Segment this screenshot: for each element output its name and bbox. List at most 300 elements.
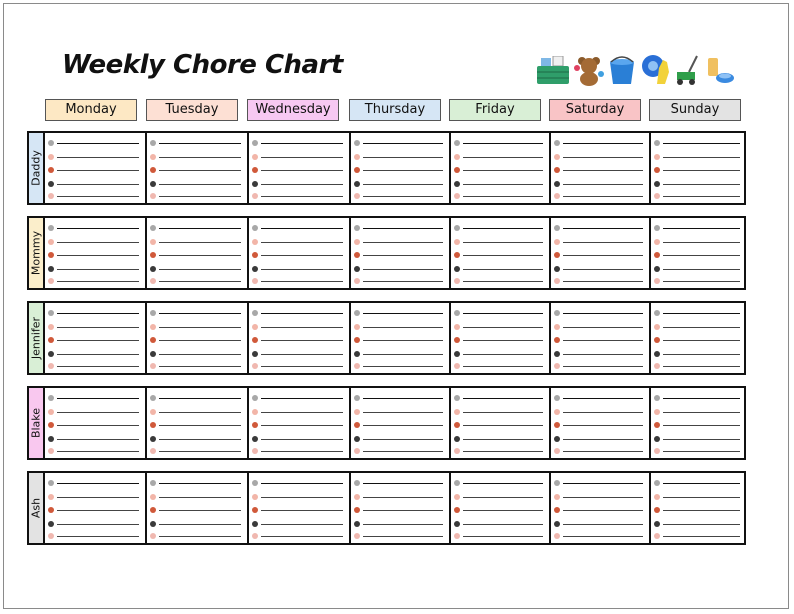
bullet-dot — [48, 310, 54, 316]
bullet-dot — [150, 480, 156, 486]
bullet-dot — [654, 448, 660, 454]
chore-write-line[interactable] — [261, 340, 343, 341]
chore-write-line[interactable] — [663, 313, 740, 314]
bullet-dot — [354, 140, 360, 146]
chore-write-line[interactable] — [663, 281, 740, 282]
bullet-dot — [354, 252, 360, 258]
bullet-dot — [252, 278, 258, 284]
chore-write-line[interactable] — [261, 536, 343, 537]
person-name: Daddy — [29, 150, 43, 186]
chore-write-line[interactable] — [463, 170, 543, 171]
chore-write-line[interactable] — [663, 536, 740, 537]
chore-write-line[interactable] — [463, 536, 543, 537]
chore-write-line[interactable] — [57, 510, 139, 511]
bullet-dot — [554, 252, 560, 258]
bullet-dot — [554, 154, 560, 160]
chore-write-line[interactable] — [463, 143, 543, 144]
chore-write-line[interactable] — [563, 269, 643, 270]
bullet-dot — [554, 140, 560, 146]
chore-write-line[interactable] — [261, 483, 343, 484]
bullet-dot — [454, 154, 460, 160]
chore-write-line[interactable] — [363, 281, 443, 282]
chore-write-line[interactable] — [159, 184, 241, 185]
chore-write-line[interactable] — [363, 196, 443, 197]
person-name-cell — [29, 303, 45, 373]
chore-write-line[interactable] — [261, 354, 343, 355]
chore-write-line[interactable] — [663, 340, 740, 341]
chore-write-line[interactable] — [57, 242, 139, 243]
chore-write-line[interactable] — [57, 483, 139, 484]
bullet-dot — [654, 181, 660, 187]
chore-write-line[interactable] — [159, 451, 241, 452]
chore-cell-ash-monday — [45, 473, 145, 543]
bullet-dot — [252, 480, 258, 486]
chore-write-line[interactable] — [463, 327, 543, 328]
chore-write-line[interactable] — [261, 196, 343, 197]
chore-write-line[interactable] — [463, 184, 543, 185]
chore-write-line[interactable] — [57, 354, 139, 355]
bullet-dot — [654, 436, 660, 442]
chore-write-line[interactable] — [663, 439, 740, 440]
chore-cell-blake-friday — [449, 388, 549, 458]
chore-write-line[interactable] — [563, 170, 643, 171]
chore-cell-mommy-thursday — [349, 218, 449, 288]
chore-write-line[interactable] — [463, 451, 543, 452]
chore-write-line[interactable] — [261, 184, 343, 185]
bullet-dot — [48, 409, 54, 415]
bullet-dot — [454, 193, 460, 199]
chore-write-line[interactable] — [663, 228, 740, 229]
chore-write-line[interactable] — [363, 184, 443, 185]
chore-write-line[interactable] — [663, 242, 740, 243]
chore-write-line[interactable] — [563, 412, 643, 413]
bullet-dot — [48, 154, 54, 160]
chore-write-line[interactable] — [57, 439, 139, 440]
chore-write-line[interactable] — [363, 536, 443, 537]
bullet-dot — [150, 266, 156, 272]
chore-write-line[interactable] — [57, 255, 139, 256]
chore-write-line[interactable] — [363, 340, 443, 341]
chore-write-line[interactable] — [563, 483, 643, 484]
chore-write-line[interactable] — [563, 536, 643, 537]
chore-write-line[interactable] — [363, 143, 443, 144]
chore-write-line[interactable] — [363, 510, 443, 511]
bullet-dot — [252, 363, 258, 369]
chore-write-line[interactable] — [261, 439, 343, 440]
person-row-blake — [27, 386, 746, 460]
chore-write-line[interactable] — [159, 497, 241, 498]
chore-write-line[interactable] — [663, 398, 740, 399]
chore-write-line[interactable] — [159, 510, 241, 511]
chore-write-line[interactable] — [663, 269, 740, 270]
bullet-dot — [454, 266, 460, 272]
chore-write-line[interactable] — [663, 497, 740, 498]
chore-write-line[interactable] — [159, 425, 241, 426]
bullet-dot — [554, 521, 560, 527]
chore-write-line[interactable] — [261, 412, 343, 413]
chore-write-line[interactable] — [159, 143, 241, 144]
chore-write-line[interactable] — [463, 524, 543, 525]
chore-write-line[interactable] — [57, 170, 139, 171]
chore-write-line[interactable] — [159, 412, 241, 413]
chore-cell-mommy-monday — [45, 218, 145, 288]
bullet-dot — [454, 140, 460, 146]
bullet-dot — [150, 181, 156, 187]
chore-write-line[interactable] — [363, 483, 443, 484]
chore-write-line[interactable] — [663, 157, 740, 158]
chore-cell-mommy-friday — [449, 218, 549, 288]
chore-write-line[interactable] — [261, 524, 343, 525]
bullet-dot — [354, 363, 360, 369]
bullet-dot — [554, 436, 560, 442]
chore-write-line[interactable] — [463, 425, 543, 426]
chore-write-line[interactable] — [57, 412, 139, 413]
chore-write-line[interactable] — [159, 281, 241, 282]
bullet-dot — [252, 252, 258, 258]
chore-write-line[interactable] — [159, 398, 241, 399]
chore-write-line[interactable] — [261, 281, 343, 282]
chore-write-line[interactable] — [261, 366, 343, 367]
bullet-dot — [252, 225, 258, 231]
bullet-dot — [554, 225, 560, 231]
day-header-thursday: Thursday — [349, 99, 441, 121]
bullet-dot — [150, 154, 156, 160]
chore-write-line[interactable] — [563, 242, 643, 243]
chore-write-line[interactable] — [563, 157, 643, 158]
chore-write-line[interactable] — [463, 340, 543, 341]
bullet-dot — [48, 494, 54, 500]
bullet-dot — [454, 181, 460, 187]
bullet-dot — [354, 422, 360, 428]
chore-write-line[interactable] — [663, 170, 740, 171]
bullet-dot — [354, 351, 360, 357]
chore-write-line[interactable] — [159, 196, 241, 197]
chore-write-line[interactable] — [463, 497, 543, 498]
chore-write-line[interactable] — [57, 524, 139, 525]
chore-write-line[interactable] — [363, 242, 443, 243]
bullet-dot — [654, 480, 660, 486]
bullet-dot — [554, 507, 560, 513]
bullet-dot — [654, 507, 660, 513]
chore-write-line[interactable] — [363, 524, 443, 525]
bullet-dot — [454, 521, 460, 527]
chore-write-line[interactable] — [159, 228, 241, 229]
chore-write-line[interactable] — [563, 439, 643, 440]
bullet-dot — [454, 533, 460, 539]
chore-write-line[interactable] — [463, 269, 543, 270]
bullet-dot — [48, 533, 54, 539]
chore-write-line[interactable] — [363, 327, 443, 328]
bullet-dot — [554, 494, 560, 500]
chore-write-line[interactable] — [663, 143, 740, 144]
chore-write-line[interactable] — [261, 255, 343, 256]
chore-write-line[interactable] — [159, 483, 241, 484]
chore-write-line[interactable] — [57, 157, 139, 158]
bullet-dot — [150, 324, 156, 330]
chore-write-line[interactable] — [261, 242, 343, 243]
bullet-dot — [150, 448, 156, 454]
bullet-dot — [654, 193, 660, 199]
chore-write-line[interactable] — [57, 143, 139, 144]
bullet-dot — [150, 507, 156, 513]
chore-write-line[interactable] — [363, 269, 443, 270]
chore-write-line[interactable] — [261, 451, 343, 452]
bullet-dot — [252, 395, 258, 401]
chore-write-line[interactable] — [159, 340, 241, 341]
bullet-dot — [554, 167, 560, 173]
chore-write-line[interactable] — [159, 439, 241, 440]
chore-write-line[interactable] — [57, 340, 139, 341]
chore-write-line[interactable] — [463, 483, 543, 484]
chore-write-line[interactable] — [159, 524, 241, 525]
bullet-dot — [654, 225, 660, 231]
chore-write-line[interactable] — [57, 327, 139, 328]
chore-write-line[interactable] — [563, 327, 643, 328]
chore-cell-jennifer-tuesday — [145, 303, 247, 373]
bullet-dot — [454, 507, 460, 513]
chore-write-line[interactable] — [463, 157, 543, 158]
chore-write-line[interactable] — [663, 366, 740, 367]
chore-write-line[interactable] — [563, 524, 643, 525]
chore-write-line[interactable] — [663, 483, 740, 484]
bullet-dot — [554, 278, 560, 284]
chore-write-line[interactable] — [563, 184, 643, 185]
chore-write-line[interactable] — [57, 184, 139, 185]
bullet-dot — [252, 167, 258, 173]
bullet-dot — [150, 351, 156, 357]
bullet-dot — [554, 480, 560, 486]
bullet-dot — [454, 351, 460, 357]
bullet-dot — [150, 363, 156, 369]
chore-write-line[interactable] — [663, 510, 740, 511]
chore-write-line[interactable] — [563, 255, 643, 256]
chore-write-line[interactable] — [57, 398, 139, 399]
chore-write-line[interactable] — [159, 242, 241, 243]
chore-write-line[interactable] — [663, 451, 740, 452]
chore-write-line[interactable] — [57, 196, 139, 197]
day-header-friday: Friday — [449, 99, 541, 121]
person-name: Mommy — [29, 230, 43, 276]
bullet-dot — [554, 351, 560, 357]
bullet-dot — [654, 422, 660, 428]
chore-write-line[interactable] — [159, 170, 241, 171]
chore-write-line[interactable] — [261, 170, 343, 171]
chore-write-line[interactable] — [159, 313, 241, 314]
chore-write-line[interactable] — [563, 143, 643, 144]
chore-write-line[interactable] — [363, 412, 443, 413]
bullet-dot — [252, 351, 258, 357]
chore-write-line[interactable] — [563, 451, 643, 452]
bullet-dot — [48, 395, 54, 401]
chore-write-line[interactable] — [363, 313, 443, 314]
bullet-dot — [48, 448, 54, 454]
chore-write-line[interactable] — [463, 439, 543, 440]
chore-write-line[interactable] — [563, 425, 643, 426]
chore-write-line[interactable] — [261, 497, 343, 498]
chore-write-line[interactable] — [463, 255, 543, 256]
teddy-bear-icon — [573, 54, 605, 86]
bullet-dot — [454, 252, 460, 258]
chore-write-line[interactable] — [363, 497, 443, 498]
chore-write-line[interactable] — [663, 425, 740, 426]
chore-write-line[interactable] — [663, 354, 740, 355]
bullet-dot — [252, 154, 258, 160]
chore-write-line[interactable] — [563, 281, 643, 282]
chore-cell-mommy-saturday — [549, 218, 649, 288]
chore-write-line[interactable] — [563, 497, 643, 498]
bullet-dot — [252, 337, 258, 343]
chore-write-line[interactable] — [463, 366, 543, 367]
chore-cell-blake-tuesday — [145, 388, 247, 458]
bullet-dot — [354, 521, 360, 527]
chore-write-line[interactable] — [57, 366, 139, 367]
chore-cell-jennifer-sunday — [649, 303, 746, 373]
bullet-dot — [150, 167, 156, 173]
chore-cell-jennifer-saturday — [549, 303, 649, 373]
bullet-dot — [454, 409, 460, 415]
bullet-dot — [654, 324, 660, 330]
bullet-dot — [654, 409, 660, 415]
chore-cell-mommy-tuesday — [145, 218, 247, 288]
chore-write-line[interactable] — [563, 354, 643, 355]
bullet-dot — [48, 363, 54, 369]
bullet-dot — [554, 448, 560, 454]
chore-write-line[interactable] — [563, 228, 643, 229]
chore-write-line[interactable] — [563, 366, 643, 367]
bullet-dot — [150, 494, 156, 500]
chore-write-line[interactable] — [463, 228, 543, 229]
chore-write-line[interactable] — [463, 196, 543, 197]
chore-write-line[interactable] — [57, 228, 139, 229]
bullet-dot — [150, 252, 156, 258]
chore-write-line[interactable] — [563, 398, 643, 399]
chore-write-line[interactable] — [463, 412, 543, 413]
chore-write-line[interactable] — [363, 157, 443, 158]
person-name-cell — [29, 133, 45, 203]
chore-write-line[interactable] — [363, 228, 443, 229]
bullet-dot — [150, 140, 156, 146]
chore-write-line[interactable] — [261, 143, 343, 144]
bullet-dot — [252, 448, 258, 454]
chore-write-line[interactable] — [261, 228, 343, 229]
chore-write-line[interactable] — [463, 313, 543, 314]
chore-write-line[interactable] — [663, 524, 740, 525]
chore-cell-ash-wednesday — [247, 473, 349, 543]
chore-write-line[interactable] — [663, 184, 740, 185]
bullet-dot — [48, 337, 54, 343]
chore-write-line[interactable] — [663, 412, 740, 413]
bullet-dot — [48, 480, 54, 486]
chore-write-line[interactable] — [261, 510, 343, 511]
chore-write-line[interactable] — [463, 281, 543, 282]
chore-write-line[interactable] — [463, 398, 543, 399]
chore-write-line[interactable] — [57, 425, 139, 426]
chore-cell-jennifer-friday — [449, 303, 549, 373]
chore-cell-mommy-sunday — [649, 218, 746, 288]
chore-cell-daddy-tuesday — [145, 133, 247, 203]
bullet-dot — [554, 239, 560, 245]
chore-write-line[interactable] — [159, 327, 241, 328]
chore-write-line[interactable] — [663, 196, 740, 197]
chore-write-line[interactable] — [159, 255, 241, 256]
chore-write-line[interactable] — [663, 327, 740, 328]
chore-cell-daddy-friday — [449, 133, 549, 203]
chore-cell-ash-saturday — [549, 473, 649, 543]
bullet-dot — [252, 436, 258, 442]
chore-write-line[interactable] — [261, 269, 343, 270]
chore-write-line[interactable] — [463, 354, 543, 355]
bullet-dot — [252, 533, 258, 539]
chore-icons — [535, 52, 735, 88]
bullet-dot — [48, 278, 54, 284]
chore-write-line[interactable] — [261, 327, 343, 328]
bullet-dot — [252, 494, 258, 500]
chore-write-line[interactable] — [57, 536, 139, 537]
bullet-dot — [354, 193, 360, 199]
chore-write-line[interactable] — [563, 196, 643, 197]
chore-write-line[interactable] — [363, 425, 443, 426]
chore-write-line[interactable] — [563, 313, 643, 314]
chore-write-line[interactable] — [363, 366, 443, 367]
bullet-dot — [252, 507, 258, 513]
chore-write-line[interactable] — [261, 425, 343, 426]
chore-write-line[interactable] — [363, 255, 443, 256]
chore-cell-jennifer-wednesday — [247, 303, 349, 373]
bullet-dot — [354, 480, 360, 486]
chore-write-line[interactable] — [563, 510, 643, 511]
bullet-dot — [654, 266, 660, 272]
bullet-dot — [654, 533, 660, 539]
bullet-dot — [554, 181, 560, 187]
person-name-cell — [29, 388, 45, 458]
chore-write-line[interactable] — [57, 269, 139, 270]
chore-write-line[interactable] — [57, 281, 139, 282]
bullet-dot — [354, 337, 360, 343]
chore-write-line[interactable] — [159, 157, 241, 158]
chore-write-line[interactable] — [159, 536, 241, 537]
bullet-dot — [48, 436, 54, 442]
bullet-dot — [48, 422, 54, 428]
bullet-dot — [554, 193, 560, 199]
chore-write-line[interactable] — [159, 366, 241, 367]
chore-write-line[interactable] — [663, 255, 740, 256]
chore-write-line[interactable] — [463, 510, 543, 511]
bullet-dot — [354, 310, 360, 316]
chore-write-line[interactable] — [57, 451, 139, 452]
chore-write-line[interactable] — [57, 497, 139, 498]
chore-write-line[interactable] — [363, 354, 443, 355]
chore-write-line[interactable] — [159, 354, 241, 355]
chore-write-line[interactable] — [261, 398, 343, 399]
chore-write-line[interactable] — [463, 242, 543, 243]
chore-write-line[interactable] — [159, 269, 241, 270]
chore-write-line[interactable] — [563, 340, 643, 341]
bullet-dot — [554, 324, 560, 330]
chore-write-line[interactable] — [363, 451, 443, 452]
chore-write-line[interactable] — [57, 313, 139, 314]
chore-write-line[interactable] — [363, 439, 443, 440]
bullet-dot — [454, 310, 460, 316]
chore-write-line[interactable] — [363, 170, 443, 171]
bullet-dot — [654, 167, 660, 173]
bullet-dot — [48, 225, 54, 231]
chore-write-line[interactable] — [363, 398, 443, 399]
chore-write-line[interactable] — [261, 157, 343, 158]
chore-write-line[interactable] — [261, 313, 343, 314]
bullet-dot — [252, 140, 258, 146]
bullet-dot — [150, 409, 156, 415]
bullet-dot — [354, 533, 360, 539]
